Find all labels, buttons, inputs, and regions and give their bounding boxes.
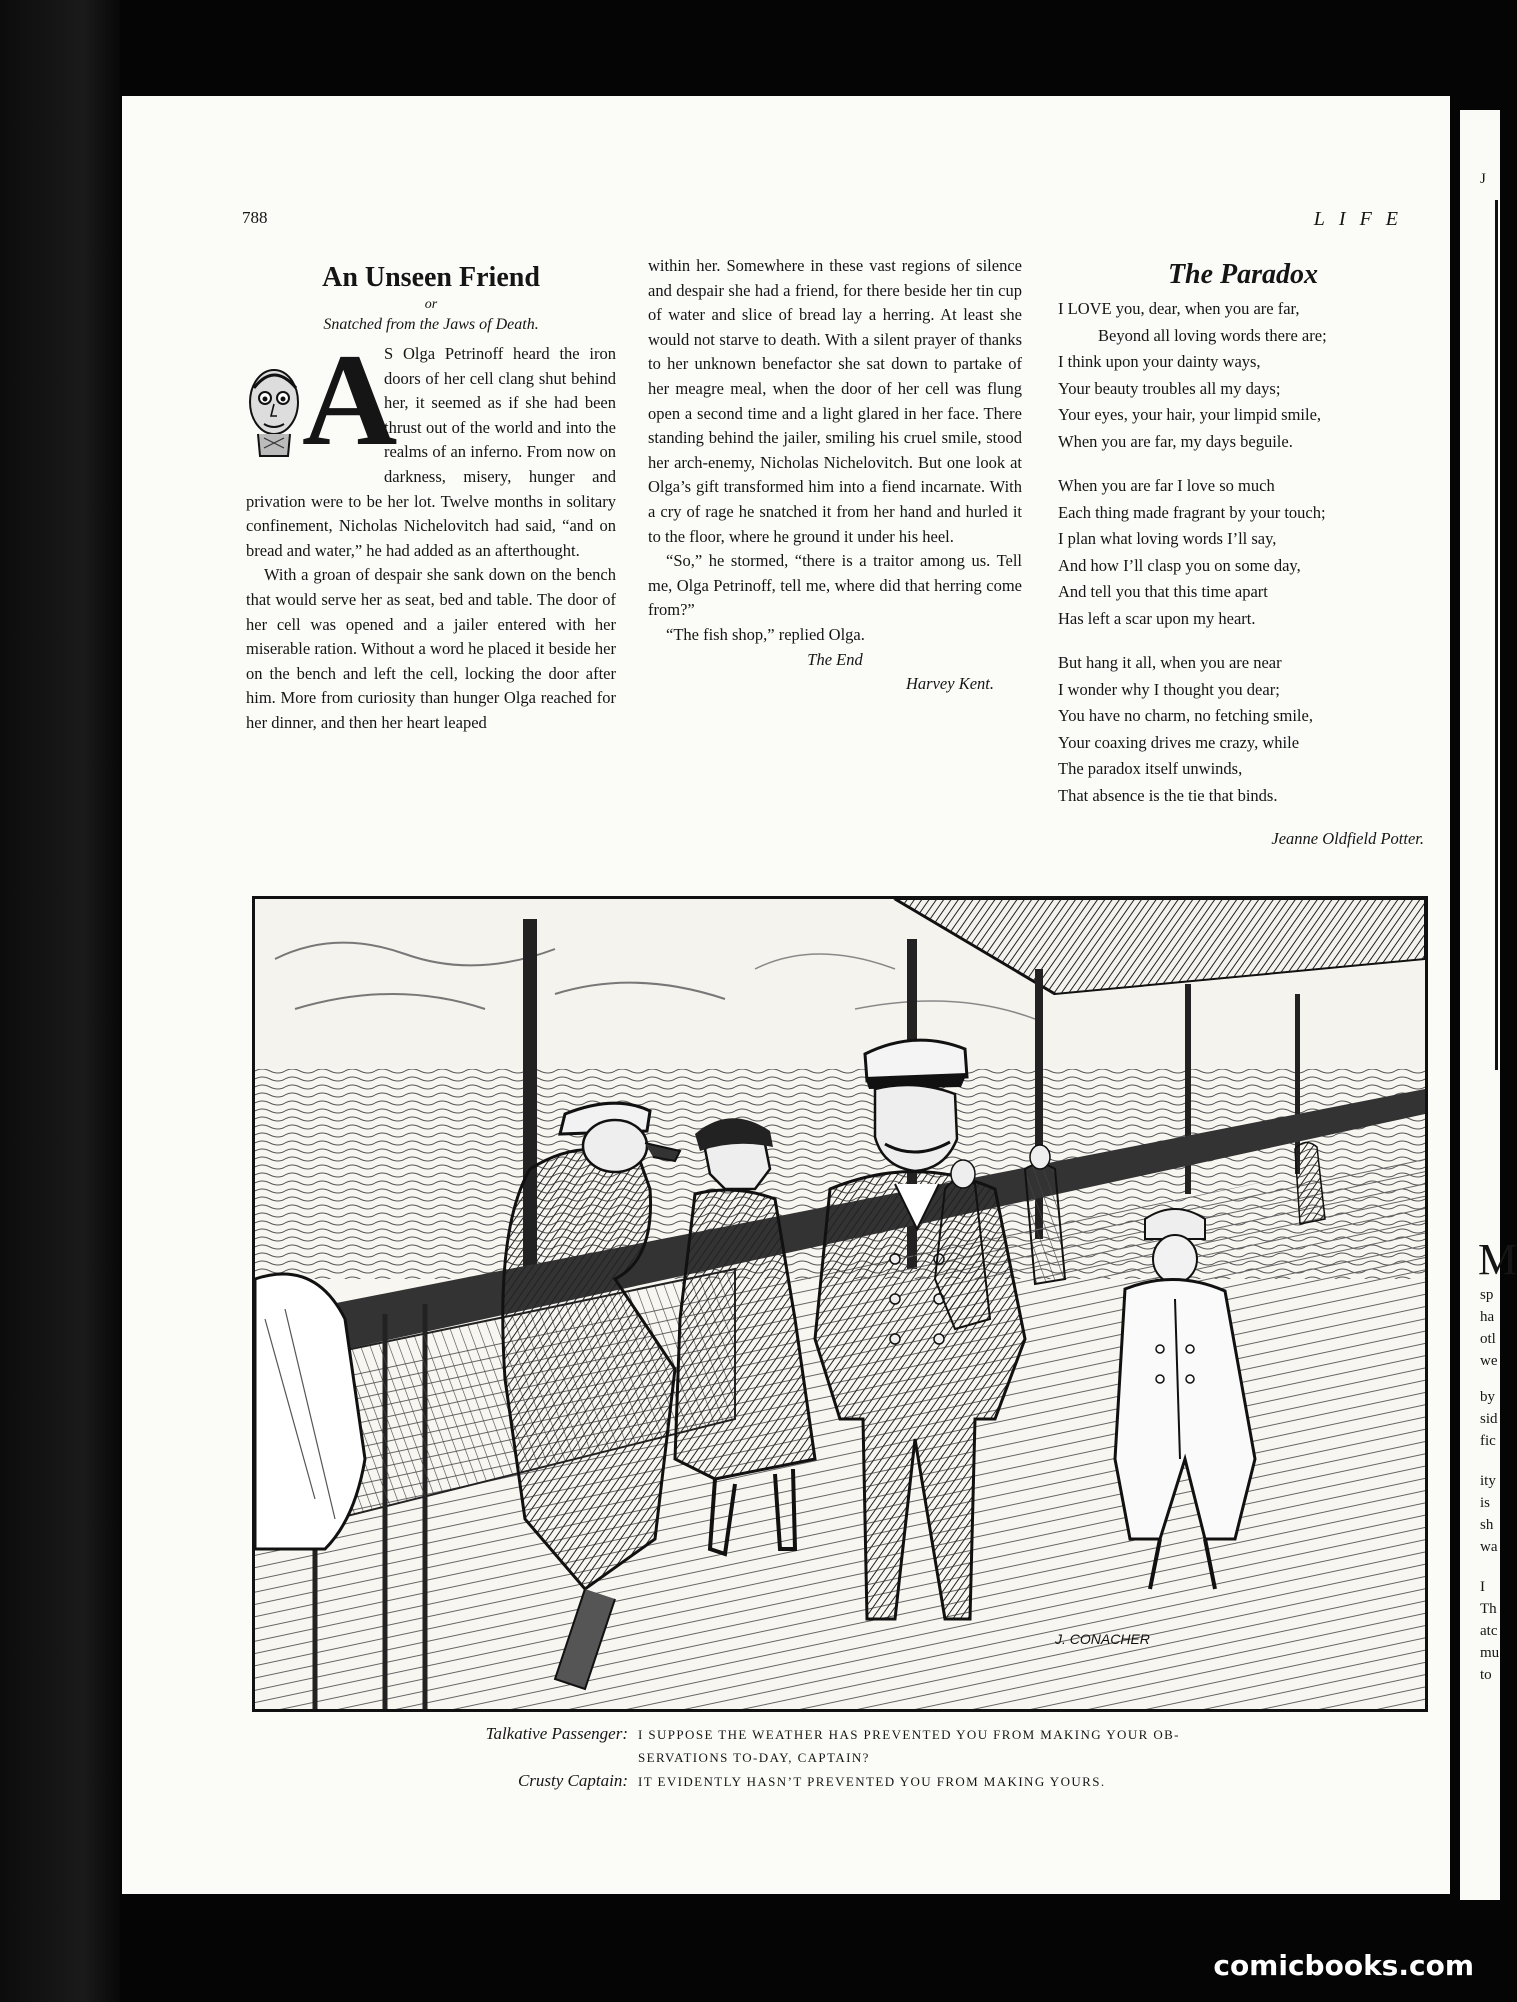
adjacent-page-fragment: sid [1480,1411,1498,1427]
poem-line: When you are far, my days beguile. [1058,431,1293,451]
adjacent-page-fragment: Th [1480,1601,1497,1617]
article-author: Harvey Kent. [906,674,994,694]
scan-background-left [0,0,120,2002]
adjacent-page-header: J [1480,171,1486,187]
article-subtitle: Snatched from the Jaws of Death. [323,316,539,333]
article-paragraph-2: With a groan of despair she sank down on the bench that would serve her as seat, bed and table. The door of her cell was opened and a jailer entered with her miserable ration. Without a word he placed it beside her on the bench and left the cell, locking the door after him. More from curiosity than hunger Olga reached for her dinner, and then her heart leaped [246,565,616,732]
article-paragraph-4: “The fish shop,” replied Olga. [666,624,865,644]
poem-line: And tell you that this time apart [1058,582,1268,601]
poem-line: Your coaxing drives me crazy, while [1058,732,1300,752]
poem-line: I plan what loving words I’ll say, [1058,529,1277,548]
drop-cap-letter: A [302,326,398,473]
poem-line: You have no charm, no fetching smile, [1058,706,1313,725]
poem-stanza [1058,296,1428,455]
poem-line: Has left a scar upon my heart. [1058,608,1256,628]
adjacent-page-fragment: to [1480,1667,1492,1683]
poem-line: But hang it all, when you are near [1058,653,1282,672]
adjacent-page-drop-letter: M [1478,1235,1517,1284]
poem-line: I wonder why I thought you dear; [1058,679,1280,699]
adjacent-page-fragment: I [1480,1579,1485,1595]
adjacent-page-rule [1495,200,1498,1070]
adjacent-page-fragment: sp [1480,1287,1494,1303]
poem-stanza [1058,473,1428,632]
caption-speaker-passenger: Talkative Passenger: [485,1724,628,1743]
caption-line-1 [400,1722,1360,1746]
poem-line: Beyond all loving words there are; [1098,325,1327,345]
adjacent-page-fragment: sh [1480,1517,1494,1533]
drop-cap-illustration [244,326,398,473]
masthead: LIFE [1313,208,1412,230]
poem-body [1058,296,1428,809]
article-or: or [424,297,438,312]
article-title: An Unseen Friend [322,262,540,293]
adjacent-page-fragment: by [1480,1389,1495,1405]
poem-stanza [1058,650,1428,809]
cartoon-signature: J. CONACHER [1055,1631,1150,1647]
cartoon-caption [400,1722,1360,1793]
caption-line-2 [400,1746,1360,1769]
watermark: comicbooks.com [1213,1949,1474,1982]
adjacent-page-fragment: ha [1480,1309,1495,1325]
poem-line: Each thing made fragrant by your touch; [1058,502,1326,522]
adjacent-page-fragment: atc [1480,1623,1498,1639]
poem-line: I think upon your dainty ways, [1058,352,1261,371]
poem-line: Your beauty troubles all my days; [1058,378,1281,398]
caption-speaker-captain: Crusty Captain: [517,1771,628,1790]
poem-column [1058,256,1428,852]
article-paragraph-3: “So,” he stormed, “there is a traitor among us. Tell me, Olga Petrinoff, tell me, where did that herring come from?” [648,551,1022,620]
adjacent-page-fragment: mu [1480,1645,1500,1661]
poem-line: That absence is the tie that binds. [1058,785,1278,805]
poem-author: Jeanne Oldfield Potter. [1271,829,1424,848]
adjacent-page-fragment: is [1480,1495,1491,1511]
article-column-2 [648,254,1022,697]
adjacent-page-fragment: wa [1480,1539,1498,1555]
page-number: 788 [242,208,268,227]
adjacent-page-fragment: ity [1480,1473,1496,1489]
poem-line: The paradox itself unwinds, [1058,759,1243,778]
cartoon-illustration [252,896,1428,1712]
adjacent-page-fragment: we [1480,1353,1498,1369]
caption-line-3 [400,1769,1360,1793]
poem-line: And how I’ll clasp you on some day, [1058,555,1301,575]
adjacent-page-fragment: fic [1480,1433,1496,1449]
poem-line: I LOVE you, dear, when you are far, [1058,299,1300,318]
article-column-1 [246,256,616,736]
article-ending: The End [807,649,863,669]
adjacent-page-fragment: otl [1480,1331,1496,1347]
poem-line: Your eyes, your hair, your limpid smile, [1058,405,1322,424]
caption-captain-text: IT EVIDENTLY HASN’T PREVENTED YOU FROM MAKING YOURS. [638,1774,1106,1789]
article-paragraph-1: A S Olga Petrinoff heard the iron doors of her cell clang shut behind her, it seemed as if she had been thrust out of the world and into the realms of an inferno. From now on darkness, misery, hunger and privation were to be her lot. Twelve months in solitary confinement, Nicholas Nichelovitch had said, “and on bread and water,” he had added as an afterthought. [246,326,616,560]
poem-title: The Paradox [1167,259,1319,290]
caption-passenger-text-1: I SUPPOSE THE WEATHER HAS PREVENTED YOU FROM MAKING YOUR OB- [638,1727,1180,1742]
caption-passenger-text-2: SERVATIONS TO-DAY, CAPTAIN? [638,1750,870,1765]
article-paragraph-2-continued: within her. Somewhere in these vast regions of silence and despair she had a friend, for there beside her tin cup of water and slice of bread lay a herring. At least she would not starve to death. With a silent prayer of thanks to her unknown benefactor she sat down to partake of her meagre meal, when the door of her cell was flung open a second time and a light glared in her face. There standing behind the jailer, smiling his cruel smile, stood her arch-enemy, Nicholas Nichelovitch. But one look at Olga’s gift transformed him into a fiend incarnate. With a cry of rage he snatched it from her hand and hurled it to the floor, where he ground it under his heel. [648,256,1022,546]
ship-deck-scene [255,899,1425,1709]
poem-line: When you are far I love so much [1058,476,1275,495]
